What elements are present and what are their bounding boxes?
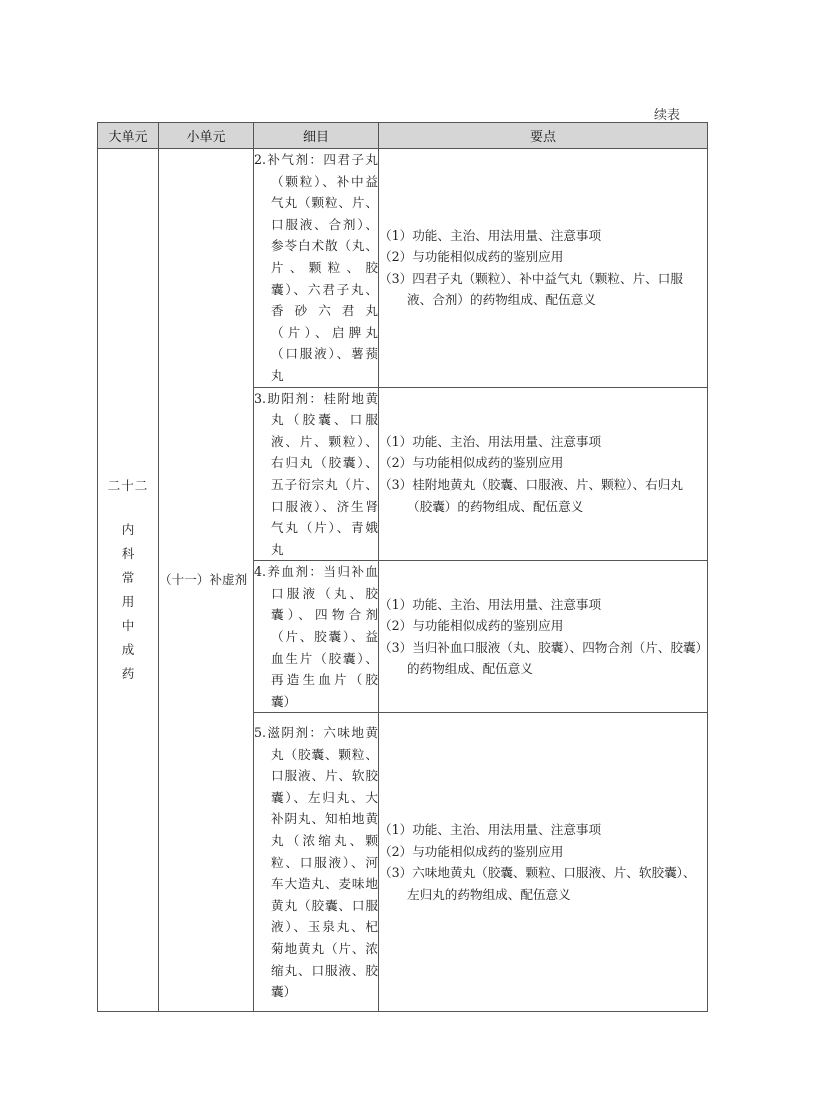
header-big-unit: 大单元 xyxy=(98,123,159,149)
detail-cell xyxy=(254,149,379,388)
key-point: （2）与功能相似成药的鉴别应用 xyxy=(379,618,564,634)
key-point: （2）与功能相似成药的鉴别应用 xyxy=(379,249,564,265)
small-unit-text: （十一）补虚剂 xyxy=(159,572,248,588)
big-unit-title-char: 常 xyxy=(121,569,135,585)
big-unit-title-char: 用 xyxy=(121,593,135,609)
detail-cell xyxy=(254,387,379,561)
key-point: （3）四君子丸（颗粒）、补中益气丸（颗粒、片、口服液、合剂）的药物组成、配伍意义 xyxy=(379,270,683,308)
big-unit-title-char: 内 xyxy=(121,521,135,537)
big-unit-title-char: 药 xyxy=(121,665,135,681)
key-point: （1）功能、主治、用法用量、注意事项 xyxy=(379,596,602,612)
key-point: （1）功能、主治、用法用量、注意事项 xyxy=(379,433,602,449)
key-point: （3）当归补血口服液（丸、胶囊）、四物合剂（片、胶囊）的药物组成、配伍意义 xyxy=(379,639,702,677)
table-header-row xyxy=(98,123,708,149)
header-key-points: 要点 xyxy=(379,123,708,149)
key-point: （1）功能、主治、用法用量、注意事项 xyxy=(379,227,602,243)
detail-cell xyxy=(254,561,379,713)
big-unit-title-char: 成 xyxy=(121,641,135,657)
key-points-cell xyxy=(379,387,708,561)
key-points-cell xyxy=(379,149,708,388)
big-unit-cell xyxy=(98,149,159,1012)
big-unit-number: 二十二 xyxy=(107,477,149,493)
key-point: （2）与功能相似成药的鉴别应用 xyxy=(379,843,564,859)
key-points-cell xyxy=(379,713,708,1012)
detail-text: 5.滋阴剂：六味地黄丸（胶囊、颗粒、口服液、片、软胶囊）、左归丸、大补阴丸、知柏地黄丸（浓缩丸、颗粒、口服液）、河车大造丸、麦味地黄丸（胶囊、口服液）、玉泉丸、杞菊地黄丸（片、浓缩丸、口服液、胶囊） xyxy=(254,725,378,1000)
detail-text: 3.助阳剂：桂附地黄丸（胶囊、口服液、片、颗粒）、右归丸（胶囊）、五子衍宗丸（片、口服液）、济生肾气丸（片）、青娥丸 xyxy=(254,390,378,557)
key-point: （2）与功能相似成药的鉴别应用 xyxy=(379,455,564,471)
continued-table-label: 续表 xyxy=(654,108,681,123)
big-unit-title-char: 科 xyxy=(121,545,135,561)
syllabus-table xyxy=(97,122,708,1012)
detail-cell xyxy=(254,713,379,1012)
big-unit-title-char: 中 xyxy=(121,617,135,633)
key-points-cell xyxy=(379,561,708,713)
small-unit-cell xyxy=(159,149,254,1012)
table-row xyxy=(98,149,708,388)
detail-text: 2.补气剂：四君子丸（颗粒）、补中益气丸（颗粒、片、口服液、合剂）、参苓白术散（丸、片、颗粒、胶囊）、六君子丸、香砂六君丸（片）、启脾丸（口服液）、薯蓣丸 xyxy=(254,152,378,383)
detail-text: 4.养血剂：当归补血口服液（丸、胶囊）、四物合剂（片、胶囊）、益血生片（胶囊）、再造生血片（胶囊） xyxy=(254,564,378,709)
header-small-unit: 小单元 xyxy=(159,123,254,149)
key-point: （3）六味地黄丸（胶囊、颗粒、口服液、片、软胶囊）、左归丸的药物组成、配伍意义 xyxy=(379,865,696,903)
key-point: （3）桂附地黄丸（胶囊、口服液、片、颗粒）、右归丸（胶囊）的药物组成、配伍意义 xyxy=(379,476,683,514)
header-detail: 细目 xyxy=(254,123,379,149)
key-point: （1）功能、主治、用法用量、注意事项 xyxy=(379,822,602,838)
